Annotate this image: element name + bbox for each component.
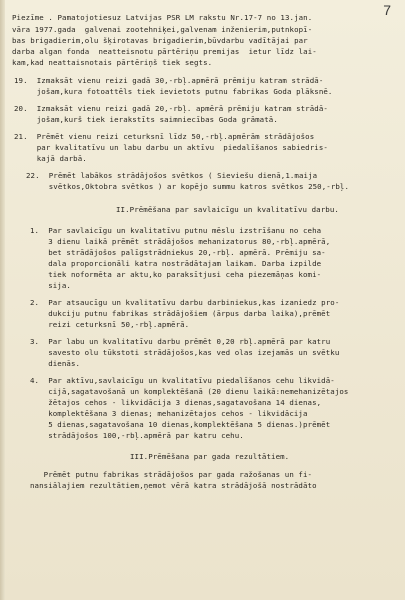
text-line: II.Prēmēšana par savlaicīgu un kvalitatīvu darbu. [116,205,339,214]
text-line: bet strādājošos palīgstrādniekus 20,-rbļ. apmērā. Prēmiju sa- [30,248,326,257]
text-line: dienās. [30,359,81,368]
text-line: svētkos,Oktobra svētkos ) ar kopējo summu katros svētkos 250,-rbļ. [26,182,350,191]
text-line: 3. Par labu un kvalitatīvu darbu prēmēt 0,20 rbļ.apmērā par katru [30,337,331,346]
text-line: 2. Par atsaucīgu un kvalitatīvu darbu darbiniekus,kas izaniedz pro- [30,298,340,307]
text-line: savesto olu tūkstoti strādājošos,kas ved olas izejamās un svētku [30,348,340,357]
binding-edge [0,0,5,600]
text-line: 21. Prēmēt vienu reizi ceturksnī līdz 50,-rbļ.apmērām strādājošos [14,132,315,141]
text-line: 22. Prēmēt labākos strādājošos svētkos ( Sieviešu dienā,1.maija [26,171,318,180]
text-line: III.Prēmēšana par gada rezultātiem. [130,452,290,461]
text-line: reizi ceturksnī 50,-rbļ.apmērā. [30,320,190,329]
text-line: 4. Par aktīvu,savlaicīgu un kvalitatīvu piedalīšanos cehu likvidā- [30,376,335,385]
text-line: Piezīme . Pamatojotiesuz Latvijas PSR LM rakstu Nr.17-7 no 13.jan. [12,13,313,22]
text-line: bas brigadierim,olu šķirotavas brigadierim,būvdarbu vadītājai par [12,36,308,45]
text-line: dala proporcionāli katra nostrādātajam laikam. Darba izpilde [30,259,322,268]
text-line: jošam,kura fotoattēls tiek ievietots putnu fabrikas Goda plāksnē. [14,87,333,96]
text-line: strādājošos 100,-rbļ.apmērā par katru cehu. [30,431,244,440]
text-line: kam,kad neattaisnotais pārtēriņš tiek segts. [12,58,213,67]
text-line: sija. [30,281,71,290]
text-line: par kvalitatīvu un labu darbu un aktīvu piedalīšanos sabiedris- [14,143,328,152]
text-line: Prēmēt putnu fabrikas strādājošos par gada ražošanas un fi- [30,470,313,479]
text-line: 19. Izmaksāt vienu reizi gadā 30,-rbļ.apmērā prēmiju katram strādā- [14,76,324,85]
text-line: cijā,sagatavošanā un komplektēšanā (20 dienu laikā:nemehanizētajos [30,387,349,396]
text-line: jošam,kurš tiek ierakstīts saimniecības Goda grāmatā. [14,115,278,124]
text-line: darba algan fonda neatteisnotu pārtēriņu premijas ietur līdz lai- [12,47,317,56]
page-number: 7 [383,2,391,18]
text-line: 5 dienas,sagatavošana 10 dienas,komplektēšana 5 dienas.)prēmēt [30,420,331,429]
text-line: komplektēšana 3 dienas; mehanizētajos cehos - likvidācija [30,409,308,418]
text-line: 1. Par savlaicīgu un kvalitatīvu putnu mēslu izstrīšanu no ceha [30,226,322,235]
text-line: 3 dienu laikā prēmēt strādājošos mehanizatorus 80,-rbļ.apmērā, [30,237,331,246]
text-line: kajā darbā. [14,154,87,163]
text-line: žētajos cehos - likvidācija 3 dienas,sagatavošana 14 dienas, [30,398,322,407]
text-line: dukciju putnu fabrikas strādājošiem (ārpus darba laika),prēmēt [30,309,331,318]
text-line: tiek noformēta ar aktu,ko paraksītjusi ceha piezemāņas komi- [30,270,322,279]
text-line: vāra 1977.gada galvenai zootehniķei,galvenam inženierim,putnkopī- [12,25,313,34]
text-line: 20. Izmaksāt vienu reizi gadā 20,-rbļ. apmērā prēmiju katram strādā- [14,104,328,113]
text-line: nansiālajiem rezultātiem,ņemot vērā katra strādājošā nostrādāto [30,481,317,490]
